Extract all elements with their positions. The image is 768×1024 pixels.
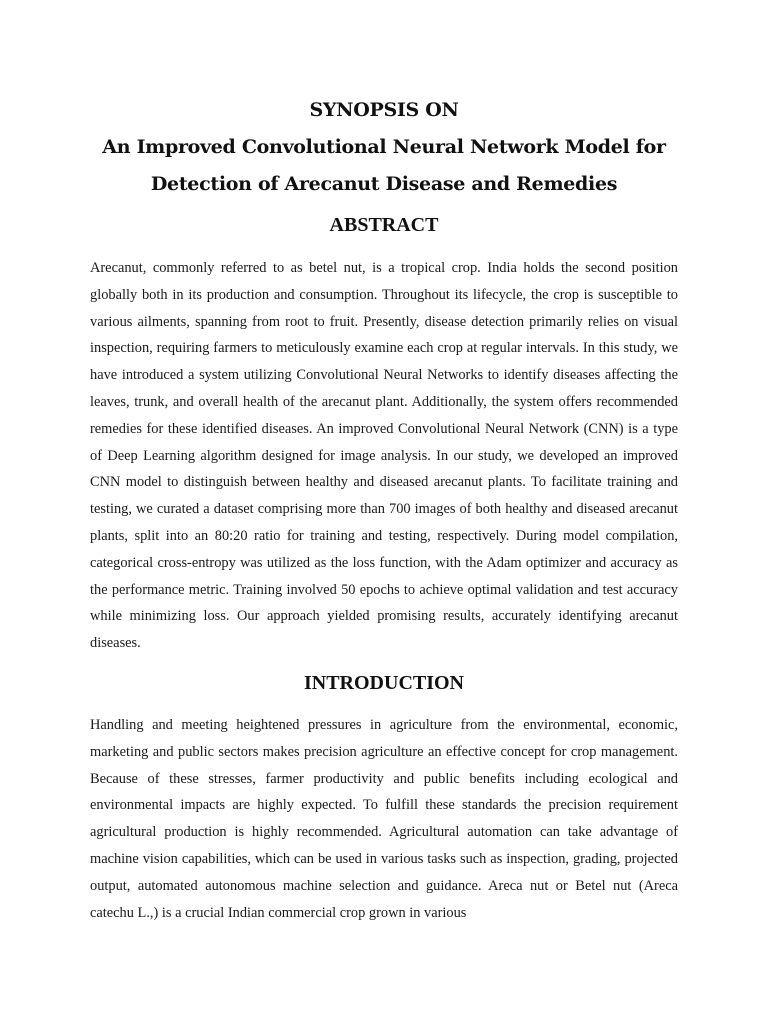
title-line-synopsis: SYNOPSIS ON bbox=[309, 99, 459, 121]
abstract-heading: ABSTRACT bbox=[329, 214, 439, 236]
abstract-paragraph: Arecanut, commonly referred to as betel nut, is a tropical crop. India holds the second position globally both in its production and consumption. Throughout its lifecycle, the crop is susceptible to various ailments, spanning from root to fruit. Presently, disease detection primarily relies on visual inspection, requiring farmers to meticulously examine each crop at regular intervals. In this study, we have introduced a system utilizing Convolutional Neural Networks to identify diseases affecting the leaves, trunk, and overall health of the arecanut plant. Additionally, the system offers recommended remedies for these identified diseases. An improved Convolutional Neural Network (CNN) is a type of Deep Learning algorithm designed for image analysis. In our study, we developed an improved CNN model to distinguish between healthy and diseased arecanut plants. To facilitate training and testing, we curated a dataset comprising more than 700 images of both healthy and diseased arecanut plants, split into an 80:20 ratio for training and testing, respectively. During model compilation, categorical cross-entropy was utilized as the loss function, with the Adam optimizer and accuracy as the performance metric. Training involved 50 epochs to achieve optimal validation and test accuracy while minimizing loss. Our approach yielded promising results, accurately identifying arecanut diseases. bbox=[90, 260, 678, 652]
title-line-subtitle: Detection of Arecanut Disease and Remedies bbox=[150, 173, 618, 195]
introduction-heading: INTRODUCTION bbox=[303, 672, 465, 694]
introduction-paragraph: Handling and meeting heightened pressures in agriculture from the environmental, economic, marketing and public sectors makes precision agriculture an effective concept for crop management. Because of these stresses, farmer productivity and public benefits including ecological and environmental impacts are highly expected. To fulfill these standards the precision requirement agricultural production is highly recommended. Agricultural automation can take advantage of machine vision capabilities, which can be used in various tasks such as inspection, grading, projected output, automated autonomous machine selection and guidance. Areca nut or Betel nut (Areca catechu L.,) is a crucial Indian commercial crop grown in various bbox=[90, 717, 678, 921]
document-title bbox=[0, 92, 768, 203]
title-line-main: An Improved Convolutional Neural Network Model for bbox=[102, 136, 666, 158]
